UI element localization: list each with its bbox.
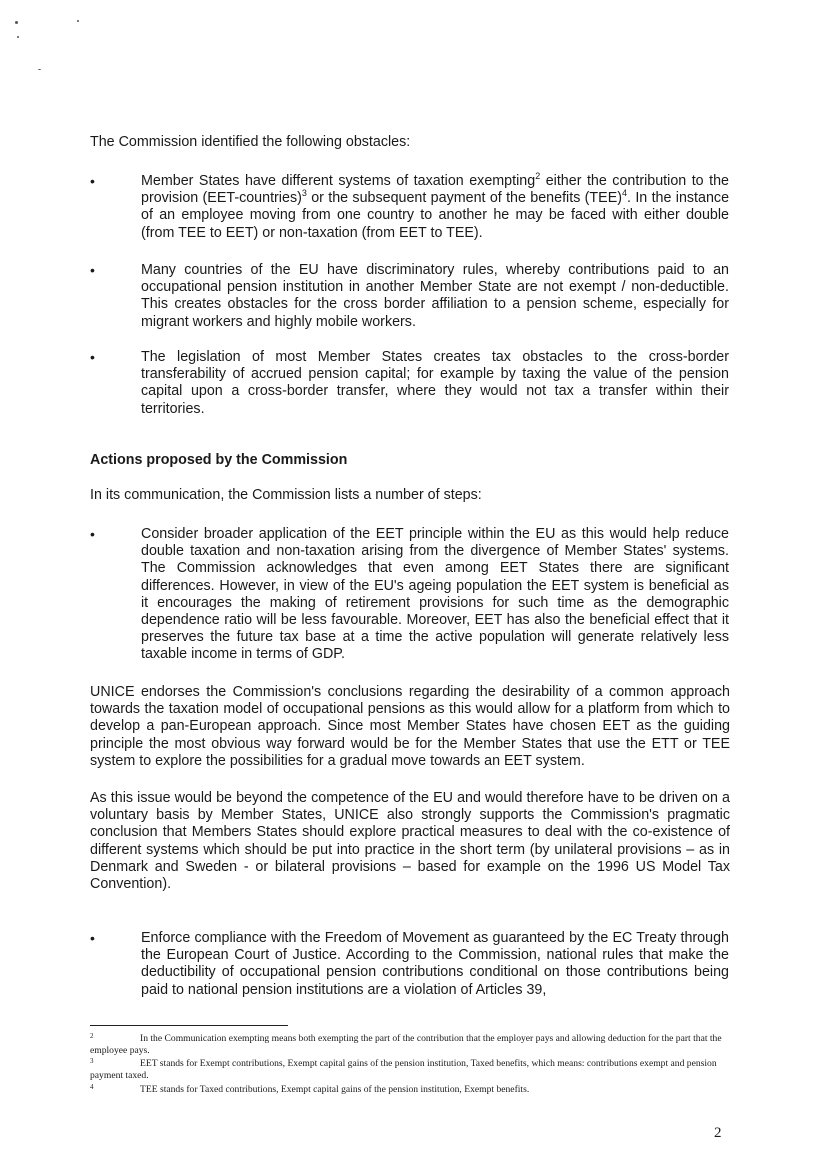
scan-speck — [77, 20, 79, 22]
footnote-text: In the Communication exempting means both exempting the part of the contribution that the employer pays and allowing deduction for the part that the employee pays. — [90, 1033, 722, 1056]
footnote-mark: 4 — [90, 1083, 94, 1091]
bullet-icon: • — [90, 526, 95, 542]
footnote-text: EET stands for Exempt contributions, Exempt capital gains of the pension institution, Taxed benefits, which means: contributions exempt and pension payment taxed. — [90, 1058, 717, 1081]
bullet-icon: • — [90, 262, 95, 278]
competence-paragraph: As this issue would be beyond the competence of the EU and would therefore have to be driven on a voluntary basis by Member States, UNICE also strongly supports the Commission's pragmatic conclusion that Members States should explore practical measures to deal with the co-existence of different systems which should be put into practice in the short term (by unilateral provisions – as in Denmark and Sweden - or bilateral provisions – based for example on the 1996 US Model Tax Convention). — [90, 790, 730, 893]
footnote — [90, 1033, 730, 1057]
intro-text: The Commission identified the following obstacles: — [90, 134, 411, 150]
actions-intro-text: In its communication, the Commission lists a number of steps: — [90, 487, 482, 503]
obstacle-text: The legislation of most Member States creates tax obstacles to the cross-border transferability of accrued pension capital; for example by taxing the value of the pension capital upon a cross-border transfer, where they would not tax a transfer within their territories. — [141, 349, 729, 417]
obstacle-text: Member States have different systems of taxation exempting$^2$ either the contribution to the provision (EET-countries)$^3$ or the subsequent payment of the benefits (TEE)$^4$. In the instance of an employee moving from one country to another he may be faced with either double (from TEE to EET) or non-taxation (from EET to TEE). — [141, 171, 730, 241]
section-heading: Actions proposed by the Commission — [90, 452, 348, 468]
obstacle-text: Many countries of the EU have discriminatory rules, whereby contributions paid to an occupational pension institution in another Member State are not exempt / non-deductible. This creates obstacles for the cross border affiliation to a pension scheme, especially for migrant workers and highly mobile workers. — [141, 262, 729, 330]
bullet-icon: • — [90, 173, 95, 189]
scan-speck — [38, 69, 41, 70]
action-text: Consider broader application of the EET principle within the EU as this would help reduce double taxation and non-taxation arising from the divergence of Member States' systems. The Commission acknowledges that even among EET States there are significant differences. However, in view of the EU's ageing population the EET system is beneficial as it encourages the making of retirement provisions for such time as the demographic dependence ratio will be less favourable. Moreover, EET has also the beneficial effect that it preserves the future tax base at a time the active population will generate relatively less taxable income in terms of GDP. — [141, 526, 729, 663]
bullet-icon: • — [90, 349, 95, 365]
scan-speck — [15, 21, 18, 24]
footnote-mark: 2 — [90, 1032, 94, 1040]
footnote-mark: 3 — [90, 1057, 94, 1065]
action-text: Enforce compliance with the Freedom of Movement as guaranteed by the EC Treaty through the European Court of Justice. According to the Commission, national rules that make the deductibility of occupational pension contributions conditional on those contributions being paid to national pension institutions are a violation of Articles 39, — [141, 930, 729, 998]
scan-speck — [17, 36, 19, 38]
footnote — [90, 1058, 730, 1082]
footnote — [90, 1084, 730, 1096]
page-number: 2 — [714, 1125, 722, 1141]
unice-paragraph: UNICE endorses the Commission's conclusions regarding the desirability of a common approach towards the taxation model of occupational pensions as this would allow for a platform from which to develop a pan-European approach. Since most Member States have chosen EET as the guiding principle the most obvious way forward would be for the Member States that use the ETT or TEE system to explore the possibilities for a gradual move towards an EET system. — [90, 684, 730, 769]
bullet-icon: • — [90, 930, 95, 946]
footnote-rule — [90, 1025, 288, 1026]
footnote-text: TEE stands for Taxed contributions, Exempt capital gains of the pension institution, Exempt benefits. — [140, 1084, 530, 1095]
